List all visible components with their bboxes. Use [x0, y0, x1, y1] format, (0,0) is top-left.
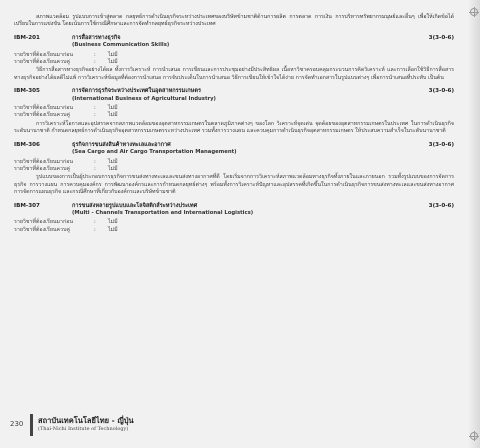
course-code: IBM-305: [14, 88, 40, 95]
prerequisite-row: [14, 219, 454, 226]
course-title-th: การสื่อสารทางธุรกิจ: [72, 34, 121, 41]
course-heading: [14, 88, 454, 95]
prerequisite-value: ไม่มี: [108, 51, 118, 58]
corequisite-colon: :: [94, 165, 96, 172]
corequisite-row: [14, 112, 454, 119]
course-description: รูปแบบของการเป็นผู้ประกอบการธุรกิจการขนส่งทางทะเลและขนส่งทางอากาศที่ดี โดยเริ่มจากการวิเคราะห์สภาพแวดล้อมทางธุรกิจทั้งภายในและภายนอก รวมทั้งรูปแบบของการจัดการธุรกิจ การวางแผน การควบคุมองค์กร การพัฒนาองค์กรและการกำหนดกลยุทธ์ต่างๆ พร้อมทั้งการวิเคราะห์ปัญหาและอุปสรรคที่เกิดขึ้นในการดำเนินธุรกิจการขนส่งทางทะเลและขนส่งทางอากาศการจัดการแผนธุรกิจ และกรณีศึกษาที่เกี่ยวกับองค์กรและบริษัทข้ามชาติ: [14, 174, 454, 196]
course-credits: 3(3-0-6): [428, 141, 454, 148]
corequisite-value: ไม่มี: [108, 59, 118, 66]
prerequisite-value: ไม่มี: [108, 105, 118, 112]
corequisite-row: [14, 59, 454, 66]
course-title-en: (Business Communication Skills): [72, 42, 170, 49]
corequisite-value: ไม่มี: [108, 165, 118, 172]
prerequisite-label: รายวิชาที่ต้องเรียนมาก่อน: [14, 219, 74, 226]
corequisite-value: ไม่มี: [108, 112, 118, 119]
prerequisite-label: รายวิชาที่ต้องเรียนมาก่อน: [14, 105, 74, 112]
page-content: [14, 14, 454, 240]
corequisite-value: ไม่มี: [108, 226, 118, 233]
corequisite-colon: :: [94, 226, 96, 233]
course-heading: [14, 203, 454, 210]
corequisite-label: รายวิชาที่ต้องเรียนควบคู่: [14, 112, 70, 119]
course-credits: 3(3-0-6): [428, 88, 454, 95]
corequisite-colon: :: [94, 112, 96, 119]
prerequisite-row: [14, 52, 454, 59]
corequisite-label: รายวิชาที่ต้องเรียนควบคู่: [14, 226, 70, 233]
course-title-th: การจัดการธุรกิจระหว่างประเทศในอุตสาหกรรมเกษตร: [72, 88, 201, 95]
page-number: 230: [10, 420, 24, 428]
institute-name-en: (Thai-Nichi Institute of Technology): [38, 426, 129, 432]
prerequisite-value: ไม่มี: [108, 158, 118, 165]
course-title-en: (Multi - Channels Transportation and International Logistics): [72, 209, 254, 216]
footer-divider: [30, 414, 33, 436]
course-heading: [14, 142, 454, 149]
prerequisite-row: [14, 105, 454, 112]
course-title-th: การขนส่งหลายรูปแบบและโลจิสติกส์ระหว่างประเทศ: [72, 202, 198, 209]
institute-name-th: สถาบันเทคโนโลยีไทย - ญี่ปุ่น: [38, 416, 134, 425]
page-footer: [0, 402, 480, 448]
prerequisite-label: รายวิชาที่ต้องเรียนมาก่อน: [14, 158, 74, 165]
course-description: วิธีการสื่อสารทางธุรกิจอย่างได้ผล ทั้งการวิเคราะห์ การนำเสนอ การเขียนและการประชุมอย่างมีประสิทธิผล เนื้อหาวิชาครอบคลุมกระบวนการคิดวิเคราะห์ และการเลือกใช้วิธีการสื่อสารทางธุรกิจอย่างได้ผลดีไม่แพ้ การวิเคราะห์ข้อมูลที่ต้องการนำเสนอ การจับประเด็นในการนำเสนอ วิธีการเขียนให้เข้าใจได้ง่าย การจัดทำเอกสารในรูปแบบต่างๆ เพื่อการนำเสนอที่ประทับ เป็นต้น: [14, 67, 454, 81]
course-description: การวิเคราะห์โอกาสและอุปสรรคจากสภาพแวดล้อมของอุตสาหกรรมเกษตรในตลาดภูมิภาคต่างๆ ของโลก วิเคราะห์จุดเด่น จุดด้อยของอุตสาหกรรมเกษตรในประเทศ ในการดำเนินธุรกิจระดับนานาชาติ กำหนดกลยุทธ์การดำเนินธุรกิจอุตสาหกรรมเกษตรระหว่างประเทศ รวมทั้งการวางแผน และควบคุมการดำเนินธุรกิจอุตสาหกรรมเกษตร ให้ประสบความสำเร็จในระดับนานาชาติ: [14, 120, 454, 135]
course-ibm-307: [14, 203, 454, 235]
course-ibm-201: [14, 35, 454, 82]
course-credits: 3(3-0-6): [428, 202, 454, 209]
prerequisite-row: [14, 159, 454, 166]
course-code: IBM-201: [14, 34, 40, 41]
prerequisite-colon: :: [94, 51, 96, 58]
intro-paragraph: สภาพแวดล้อม รูปแบบการเข้าสู่ตลาด กลยุทธ์การดำเนินธุรกิจระหว่างประเทศของบริษัทข้ามชาติด้านการผลิต การตลาด การเงิน การบริหารทรัพยากรมนุษย์และอื่นๆ เพื่อให้เกิดข้อได้เปรียบในการแข่งขัน โดยเน้นการใช้กรณีศึกษาและการจัดทำกลยุทธ์ธุรกิจระหว่างประเทศ: [14, 14, 454, 28]
prerequisite-value: ไม่มี: [108, 219, 118, 226]
course-ibm-306: [14, 142, 454, 197]
corequisite-colon: :: [94, 59, 96, 66]
course-code: IBM-306: [14, 141, 40, 148]
course-ibm-305: [14, 88, 454, 135]
prerequisite-colon: :: [94, 158, 96, 165]
course-title-en: (Sea Cargo and Air Cargo Transportation Management): [72, 149, 237, 156]
corequisite-label: รายวิชาที่ต้องเรียนควบคู่: [14, 165, 70, 172]
page-edge: [468, 0, 480, 448]
prerequisite-label: รายวิชาที่ต้องเรียนมาก่อน: [14, 51, 74, 58]
course-code: IBM-307: [14, 202, 40, 209]
course-heading: [14, 35, 454, 42]
corequisite-row: [14, 227, 454, 234]
prerequisite-colon: :: [94, 105, 96, 112]
corequisite-row: [14, 166, 454, 173]
registration-mark-icon: [470, 8, 478, 16]
course-title-en: (International Business of Agricultural Industry): [72, 95, 216, 102]
course-credits: 3(3-0-6): [428, 34, 454, 41]
course-title-th: ธุรกิจการขนส่งสินค้าทางทะเลและอากาศ: [72, 141, 171, 148]
prerequisite-colon: :: [94, 219, 96, 226]
corequisite-label: รายวิชาที่ต้องเรียนควบคู่: [14, 59, 70, 66]
